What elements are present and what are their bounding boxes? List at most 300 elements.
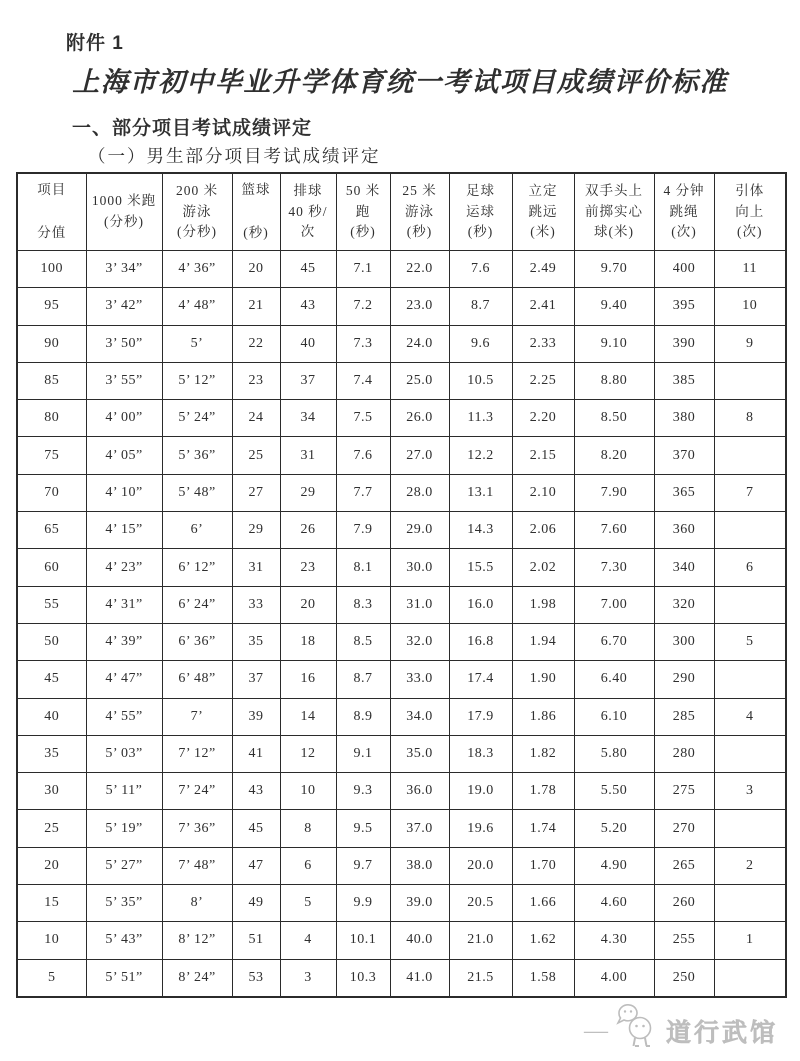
- result-cell-medicine-ball-throw: 7.00: [574, 586, 654, 623]
- score-value: 5: [17, 959, 86, 997]
- result-cell-swim-25m: 22.0: [390, 251, 449, 288]
- result-cell-medicine-ball-throw: 4.90: [574, 847, 654, 884]
- result-cell-rope-skipping-4min: 390: [654, 325, 714, 362]
- result-cell-rope-skipping-4min: 380: [654, 400, 714, 437]
- score-row-100: [17, 251, 786, 288]
- column-header-score: [17, 173, 86, 251]
- result-cell-swim-200m: 6’ 12”: [162, 549, 232, 586]
- result-cell-basketball: 53: [232, 959, 280, 997]
- column-header-line: 引体: [735, 182, 765, 198]
- result-cell-standing-long-jump: 2.06: [512, 512, 574, 549]
- result-cell-swim-200m: 8’: [162, 885, 232, 922]
- result-cell-medicine-ball-throw: 4.30: [574, 922, 654, 959]
- result-cell-football-dribble: 20.0: [449, 847, 512, 884]
- result-cell-volleyball: 29: [280, 474, 336, 511]
- result-cell-medicine-ball-throw: 9.10: [574, 325, 654, 362]
- result-cell-run-50m: 9.9: [336, 885, 390, 922]
- result-cell-basketball: 20: [232, 251, 280, 288]
- result-cell-swim-25m: 41.0: [390, 959, 449, 997]
- result-cell-run-1000m: 5’ 03”: [86, 735, 162, 772]
- result-cell-swim-200m: 7’ 12”: [162, 735, 232, 772]
- result-cell-pull-ups: [714, 661, 786, 698]
- result-cell-swim-25m: 39.0: [390, 885, 449, 922]
- result-cell-swim-25m: 24.0: [390, 325, 449, 362]
- result-cell-medicine-ball-throw: 4.60: [574, 885, 654, 922]
- result-cell-swim-25m: 33.0: [390, 661, 449, 698]
- score-row-70: [17, 474, 786, 511]
- result-cell-rope-skipping-4min: 290: [654, 661, 714, 698]
- result-cell-basketball: 22: [232, 325, 280, 362]
- result-cell-rope-skipping-4min: 260: [654, 885, 714, 922]
- result-cell-swim-25m: 25.0: [390, 362, 449, 399]
- result-cell-standing-long-jump: 1.94: [512, 623, 574, 660]
- result-cell-swim-200m: 5’: [162, 325, 232, 362]
- result-cell-basketball: 49: [232, 885, 280, 922]
- result-cell-rope-skipping-4min: 285: [654, 698, 714, 735]
- result-cell-football-dribble: 18.3: [449, 735, 512, 772]
- result-cell-run-50m: 8.5: [336, 623, 390, 660]
- result-cell-football-dribble: 13.1: [449, 474, 512, 511]
- result-cell-football-dribble: 20.5: [449, 885, 512, 922]
- result-cell-run-50m: 8.3: [336, 586, 390, 623]
- result-cell-medicine-ball-throw: 5.80: [574, 735, 654, 772]
- result-cell-rope-skipping-4min: 280: [654, 735, 714, 772]
- result-cell-run-1000m: 5’ 19”: [86, 810, 162, 847]
- result-cell-football-dribble: 8.7: [449, 288, 512, 325]
- score-row-60: [17, 549, 786, 586]
- column-header-line: 篮球: [241, 182, 271, 197]
- column-header-line: 40 秒/: [288, 203, 328, 219]
- result-cell-run-50m: 7.4: [336, 362, 390, 399]
- result-cell-volleyball: 23: [280, 549, 336, 586]
- result-cell-run-1000m: 5’ 51”: [86, 959, 162, 997]
- column-header-line: (分秒): [177, 224, 217, 240]
- column-header-line: 跳绳: [669, 203, 699, 219]
- result-cell-rope-skipping-4min: 370: [654, 437, 714, 474]
- score-row-25: [17, 810, 786, 847]
- column-header-line: 立定: [528, 182, 558, 198]
- column-header-line: (秒): [406, 224, 433, 240]
- result-cell-pull-ups: 2: [714, 847, 786, 884]
- result-cell-rope-skipping-4min: 400: [654, 251, 714, 288]
- result-cell-football-dribble: 12.2: [449, 437, 512, 474]
- result-cell-basketball: 47: [232, 847, 280, 884]
- table-body: [17, 251, 786, 997]
- score-row-15: [17, 885, 786, 922]
- result-cell-pull-ups: [714, 437, 786, 474]
- result-cell-run-1000m: 3’ 42”: [86, 288, 162, 325]
- score-row-30: [17, 773, 786, 810]
- result-cell-swim-25m: 31.0: [390, 586, 449, 623]
- page-number-dash: —: [583, 1018, 608, 1044]
- result-cell-volleyball: 31: [280, 437, 336, 474]
- result-cell-run-1000m: 4’ 00”: [86, 400, 162, 437]
- result-cell-standing-long-jump: 1.70: [512, 847, 574, 884]
- result-cell-rope-skipping-4min: 265: [654, 847, 714, 884]
- result-cell-basketball: 25: [232, 437, 280, 474]
- result-cell-swim-200m: 7’: [162, 698, 232, 735]
- result-cell-medicine-ball-throw: 8.20: [574, 437, 654, 474]
- column-header-line: (秒): [467, 224, 494, 240]
- score-row-45: [17, 661, 786, 698]
- score-row-5: [17, 959, 786, 997]
- result-cell-medicine-ball-throw: 4.00: [574, 959, 654, 997]
- result-cell-run-50m: 9.5: [336, 810, 390, 847]
- result-cell-swim-200m: 6’: [162, 512, 232, 549]
- result-cell-pull-ups: 1: [714, 922, 786, 959]
- result-cell-volleyball: 20: [280, 586, 336, 623]
- score-value: 45: [17, 661, 86, 698]
- result-cell-run-50m: 8.7: [336, 661, 390, 698]
- result-cell-run-1000m: 4’ 47”: [86, 661, 162, 698]
- result-cell-standing-long-jump: 2.49: [512, 251, 574, 288]
- column-header-line: 50 米: [345, 182, 381, 198]
- result-cell-swim-25m: 37.0: [390, 810, 449, 847]
- column-header-run-1000m: [86, 173, 162, 251]
- column-header-standing-long-jump: [512, 173, 574, 251]
- result-cell-rope-skipping-4min: 320: [654, 586, 714, 623]
- score-value: 90: [17, 325, 86, 362]
- score-row-95: [17, 288, 786, 325]
- result-cell-pull-ups: 5: [714, 623, 786, 660]
- result-cell-basketball: 39: [232, 698, 280, 735]
- column-header-football-dribble: [449, 173, 512, 251]
- column-header-line: (米): [530, 224, 556, 240]
- result-cell-run-50m: 10.1: [336, 922, 390, 959]
- score-value: 40: [17, 698, 86, 735]
- result-cell-swim-200m: 6’ 48”: [162, 661, 232, 698]
- result-cell-football-dribble: 15.5: [449, 549, 512, 586]
- result-cell-swim-200m: 6’ 24”: [162, 586, 232, 623]
- column-header-line: (次): [737, 224, 763, 240]
- result-cell-run-50m: 7.2: [336, 288, 390, 325]
- result-cell-football-dribble: 16.8: [449, 623, 512, 660]
- result-cell-medicine-ball-throw: 7.30: [574, 549, 654, 586]
- column-header-line: 200 米: [175, 182, 219, 198]
- result-cell-swim-25m: 32.0: [390, 623, 449, 660]
- result-cell-pull-ups: 11: [714, 251, 786, 288]
- column-header-line: 游泳: [182, 203, 212, 219]
- result-cell-run-1000m: 4’ 23”: [86, 549, 162, 586]
- result-cell-football-dribble: 19.0: [449, 773, 512, 810]
- score-value: 95: [17, 288, 86, 325]
- column-header-line: 4 分钟: [663, 182, 705, 198]
- column-header-line: 足球: [466, 182, 495, 198]
- result-cell-run-50m: 9.3: [336, 773, 390, 810]
- column-header-pull-ups: [714, 173, 786, 251]
- score-value: 25: [17, 810, 86, 847]
- result-cell-swim-25m: 29.0: [390, 512, 449, 549]
- result-cell-pull-ups: 9: [714, 325, 786, 362]
- result-cell-basketball: 21: [232, 288, 280, 325]
- result-cell-rope-skipping-4min: 395: [654, 288, 714, 325]
- result-cell-pull-ups: 8: [714, 400, 786, 437]
- column-header-line: 球(米): [594, 224, 634, 240]
- result-cell-medicine-ball-throw: 6.40: [574, 661, 654, 698]
- score-row-20: [17, 847, 786, 884]
- result-cell-medicine-ball-throw: 6.70: [574, 623, 654, 660]
- column-header-line: 运球: [466, 203, 495, 219]
- result-cell-swim-200m: 5’ 24”: [162, 400, 232, 437]
- result-cell-swim-25m: 36.0: [390, 773, 449, 810]
- column-header-medicine-ball-throw: [574, 173, 654, 251]
- result-cell-run-50m: 8.9: [336, 698, 390, 735]
- result-cell-basketball: 31: [232, 549, 280, 586]
- column-header-line: 前掷实心: [585, 203, 643, 219]
- result-cell-swim-200m: 4’ 48”: [162, 288, 232, 325]
- result-cell-football-dribble: 17.9: [449, 698, 512, 735]
- wechat-icon: [615, 1003, 659, 1049]
- column-header-line: 向上: [735, 203, 765, 219]
- result-cell-swim-25m: 40.0: [390, 922, 449, 959]
- result-cell-standing-long-jump: 2.20: [512, 400, 574, 437]
- score-row-40: [17, 698, 786, 735]
- score-value: 75: [17, 437, 86, 474]
- score-value: 100: [17, 251, 86, 288]
- column-header-swim-25m: [390, 173, 449, 251]
- result-cell-medicine-ball-throw: 9.70: [574, 251, 654, 288]
- result-cell-volleyball: 18: [280, 623, 336, 660]
- result-cell-basketball: 29: [232, 512, 280, 549]
- result-cell-rope-skipping-4min: 250: [654, 959, 714, 997]
- column-header-line: 1000 米跑: [91, 193, 157, 209]
- result-cell-run-1000m: 4’ 05”: [86, 437, 162, 474]
- result-cell-run-50m: 7.9: [336, 512, 390, 549]
- result-cell-run-50m: 7.5: [336, 400, 390, 437]
- result-cell-basketball: 43: [232, 773, 280, 810]
- result-cell-standing-long-jump: 1.62: [512, 922, 574, 959]
- result-cell-basketball: 33: [232, 586, 280, 623]
- column-header-line: (秒): [243, 225, 269, 241]
- result-cell-basketball: 35: [232, 623, 280, 660]
- result-cell-swim-25m: 26.0: [390, 400, 449, 437]
- result-cell-swim-200m: 5’ 36”: [162, 437, 232, 474]
- column-header-volleyball: [280, 173, 336, 251]
- result-cell-volleyball: 40: [280, 325, 336, 362]
- result-cell-run-50m: 7.1: [336, 251, 390, 288]
- result-cell-run-1000m: 5’ 11”: [86, 773, 162, 810]
- watermark-text: 道行武馆: [665, 1019, 778, 1047]
- result-cell-swim-200m: 7’ 48”: [162, 847, 232, 884]
- result-cell-swim-25m: 28.0: [390, 474, 449, 511]
- result-cell-run-1000m: 3’ 50”: [86, 325, 162, 362]
- result-cell-run-50m: 7.3: [336, 325, 390, 362]
- result-cell-football-dribble: 7.6: [449, 251, 512, 288]
- result-cell-run-1000m: 5’ 27”: [86, 847, 162, 884]
- document-title: 上海市初中毕业升学体育统一考试项目成绩评价标准: [72, 67, 728, 98]
- column-header-line: 项目: [37, 182, 67, 197]
- result-cell-run-1000m: 4’ 39”: [86, 623, 162, 660]
- column-header-rope-skipping-4min: [654, 173, 714, 251]
- result-cell-rope-skipping-4min: 385: [654, 362, 714, 399]
- result-cell-medicine-ball-throw: 8.50: [574, 400, 654, 437]
- result-cell-football-dribble: 21.0: [449, 922, 512, 959]
- result-cell-pull-ups: [714, 586, 786, 623]
- result-cell-volleyball: 37: [280, 362, 336, 399]
- result-cell-pull-ups: 3: [714, 773, 786, 810]
- result-cell-basketball: 23: [232, 362, 280, 399]
- result-cell-football-dribble: 21.5: [449, 959, 512, 997]
- result-cell-volleyball: 12: [280, 735, 336, 772]
- result-cell-rope-skipping-4min: 300: [654, 623, 714, 660]
- result-cell-swim-25m: 23.0: [390, 288, 449, 325]
- score-row-50: [17, 623, 786, 660]
- result-cell-volleyball: 16: [280, 661, 336, 698]
- result-cell-standing-long-jump: 1.74: [512, 810, 574, 847]
- result-cell-run-1000m: 3’ 55”: [86, 362, 162, 399]
- result-cell-standing-long-jump: 2.25: [512, 362, 574, 399]
- result-cell-swim-200m: 7’ 36”: [162, 810, 232, 847]
- result-cell-run-1000m: 4’ 55”: [86, 698, 162, 735]
- result-cell-pull-ups: [714, 362, 786, 399]
- result-cell-standing-long-jump: 2.41: [512, 288, 574, 325]
- score-row-65: [17, 512, 786, 549]
- score-value: 60: [17, 549, 86, 586]
- result-cell-rope-skipping-4min: 365: [654, 474, 714, 511]
- result-cell-medicine-ball-throw: 5.20: [574, 810, 654, 847]
- result-cell-run-50m: 10.3: [336, 959, 390, 997]
- column-header-line: 25 米: [402, 182, 437, 198]
- result-cell-football-dribble: 16.0: [449, 586, 512, 623]
- score-value: 80: [17, 400, 86, 437]
- column-header-line: 跳远: [528, 203, 558, 219]
- result-cell-medicine-ball-throw: 8.80: [574, 362, 654, 399]
- score-value: 50: [17, 623, 86, 660]
- result-cell-swim-200m: 8’ 12”: [162, 922, 232, 959]
- result-cell-basketball: 37: [232, 661, 280, 698]
- score-row-75: [17, 437, 786, 474]
- result-cell-pull-ups: 6: [714, 549, 786, 586]
- result-cell-run-1000m: 5’ 43”: [86, 922, 162, 959]
- result-cell-pull-ups: [714, 885, 786, 922]
- result-cell-pull-ups: [714, 735, 786, 772]
- result-cell-standing-long-jump: 1.98: [512, 586, 574, 623]
- result-cell-standing-long-jump: 1.78: [512, 773, 574, 810]
- result-cell-rope-skipping-4min: 255: [654, 922, 714, 959]
- result-cell-basketball: 41: [232, 735, 280, 772]
- result-cell-standing-long-jump: 1.86: [512, 698, 574, 735]
- result-cell-standing-long-jump: 1.58: [512, 959, 574, 997]
- result-cell-volleyball: 6: [280, 847, 336, 884]
- result-cell-standing-long-jump: 1.66: [512, 885, 574, 922]
- score-value: 15: [17, 885, 86, 922]
- score-value: 30: [17, 773, 86, 810]
- column-header-line: 排球: [293, 182, 323, 198]
- result-cell-football-dribble: 9.6: [449, 325, 512, 362]
- column-header-basketball: [232, 173, 280, 251]
- result-cell-pull-ups: 4: [714, 698, 786, 735]
- score-row-80: [17, 400, 786, 437]
- result-cell-volleyball: 14: [280, 698, 336, 735]
- result-cell-volleyball: 26: [280, 512, 336, 549]
- result-cell-volleyball: 45: [280, 251, 336, 288]
- result-cell-swim-200m: 7’ 24”: [162, 773, 232, 810]
- column-header-line: (次): [671, 224, 697, 240]
- column-header-line: (分秒): [104, 214, 144, 229]
- column-header-run-50m: [336, 173, 390, 251]
- result-cell-swim-200m: 5’ 48”: [162, 474, 232, 511]
- column-header-line: 次: [300, 224, 316, 240]
- subsection-heading: （一）男生部分项目考试成绩评定: [88, 146, 381, 166]
- result-cell-swim-25m: 30.0: [390, 549, 449, 586]
- result-cell-swim-200m: 8’ 24”: [162, 959, 232, 997]
- boys-score-table: [16, 172, 787, 998]
- result-cell-swim-25m: 34.0: [390, 698, 449, 735]
- column-header-line: 分值: [37, 225, 67, 241]
- result-cell-rope-skipping-4min: 275: [654, 773, 714, 810]
- result-cell-standing-long-jump: 1.82: [512, 735, 574, 772]
- result-cell-swim-25m: 38.0: [390, 847, 449, 884]
- result-cell-football-dribble: 11.3: [449, 400, 512, 437]
- result-cell-football-dribble: 14.3: [449, 512, 512, 549]
- score-row-85: [17, 362, 786, 399]
- result-cell-pull-ups: [714, 810, 786, 847]
- result-cell-medicine-ball-throw: 9.40: [574, 288, 654, 325]
- result-cell-run-50m: 7.7: [336, 474, 390, 511]
- result-cell-football-dribble: 10.5: [449, 362, 512, 399]
- result-cell-run-50m: 7.6: [336, 437, 390, 474]
- result-cell-basketball: 45: [232, 810, 280, 847]
- result-cell-run-1000m: 4’ 15”: [86, 512, 162, 549]
- column-header-line: (秒): [350, 224, 376, 240]
- result-cell-football-dribble: 17.4: [449, 661, 512, 698]
- result-cell-standing-long-jump: 2.15: [512, 437, 574, 474]
- table-header: [17, 173, 786, 251]
- result-cell-volleyball: 5: [280, 885, 336, 922]
- result-cell-basketball: 27: [232, 474, 280, 511]
- score-row-10: [17, 922, 786, 959]
- score-value: 10: [17, 922, 86, 959]
- score-value: 85: [17, 362, 86, 399]
- score-row-55: [17, 586, 786, 623]
- score-value: 65: [17, 512, 86, 549]
- result-cell-standing-long-jump: 2.02: [512, 549, 574, 586]
- score-row-35: [17, 735, 786, 772]
- result-cell-run-1000m: 4’ 10”: [86, 474, 162, 511]
- result-cell-basketball: 24: [232, 400, 280, 437]
- column-header-line: 游泳: [405, 203, 434, 219]
- result-cell-volleyball: 8: [280, 810, 336, 847]
- result-cell-football-dribble: 19.6: [449, 810, 512, 847]
- result-cell-standing-long-jump: 1.90: [512, 661, 574, 698]
- result-cell-run-50m: 9.7: [336, 847, 390, 884]
- result-cell-volleyball: 43: [280, 288, 336, 325]
- result-cell-medicine-ball-throw: 6.10: [574, 698, 654, 735]
- result-cell-pull-ups: 7: [714, 474, 786, 511]
- result-cell-basketball: 51: [232, 922, 280, 959]
- watermark: [584, 1003, 778, 1049]
- result-cell-pull-ups: [714, 959, 786, 997]
- result-cell-volleyball: 3: [280, 959, 336, 997]
- result-cell-standing-long-jump: 2.33: [512, 325, 574, 362]
- section-heading: 一、部分项目考试成绩评定: [72, 118, 313, 139]
- result-cell-pull-ups: [714, 512, 786, 549]
- result-cell-volleyball: 10: [280, 773, 336, 810]
- result-cell-run-1000m: 4’ 31”: [86, 586, 162, 623]
- result-cell-medicine-ball-throw: 5.50: [574, 773, 654, 810]
- column-header-line: 双手头上: [585, 182, 643, 198]
- result-cell-swim-200m: 6’ 36”: [162, 623, 232, 660]
- score-value: 70: [17, 474, 86, 511]
- result-cell-rope-skipping-4min: 270: [654, 810, 714, 847]
- result-cell-swim-200m: 4’ 36”: [162, 251, 232, 288]
- score-value: 35: [17, 735, 86, 772]
- result-cell-run-50m: 8.1: [336, 549, 390, 586]
- result-cell-swim-25m: 35.0: [390, 735, 449, 772]
- result-cell-standing-long-jump: 2.10: [512, 474, 574, 511]
- attachment-label: 附件 1: [66, 33, 124, 54]
- result-cell-rope-skipping-4min: 360: [654, 512, 714, 549]
